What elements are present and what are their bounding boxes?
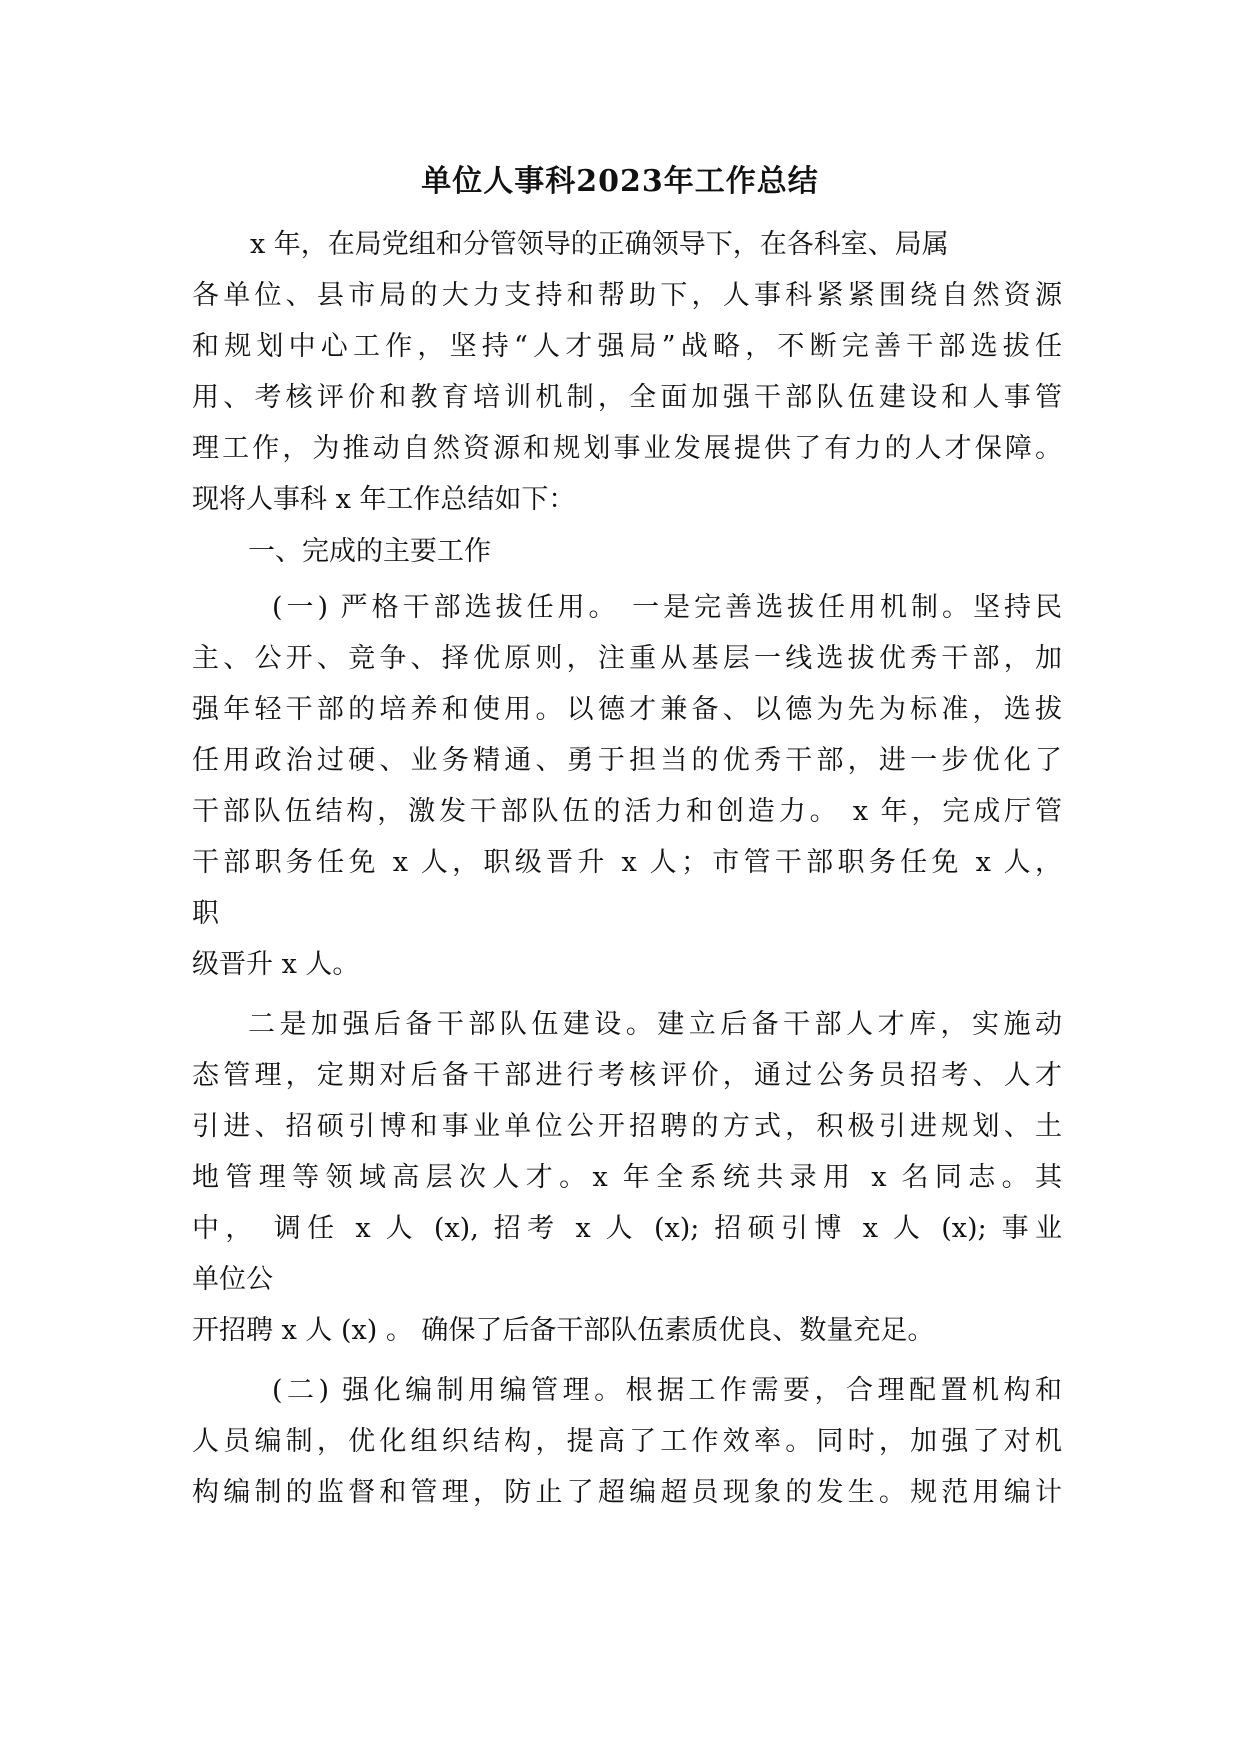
paragraph-line: 现将人事科 x 年工作总结如下：: [192, 484, 576, 515]
paragraph-line: 任用政治过硬、业务精通、勇于担当的优秀干部，进一步优化了: [192, 745, 1062, 776]
paragraph-line: 级晋升 x 人。: [192, 949, 360, 980]
document-title: 单位人事科2023年工作总结: [421, 164, 819, 199]
paragraph-line: 干部队伍结构，激发干部队伍的活力和创造力。 x 年，完成厅管: [192, 796, 1062, 827]
paragraph-line: 干部职务任免 x 人，职级晋升 x 人；市管干部职务任免 x 人，: [192, 847, 1062, 878]
paragraph-line: 构编制的监督和管理，防止了超编超员现象的发生。规范用编计: [192, 1477, 1062, 1508]
paragraph-line: 职: [192, 898, 219, 929]
section-heading: 一、完成的主要工作: [248, 536, 491, 567]
paragraph-line: 二是加强后备干部队伍建设。建立后备干部人才库，实施动: [248, 1009, 1062, 1040]
paragraph-line: 引进、招硕引博和事业单位公开招聘的方式，积极引进规划、土: [192, 1111, 1062, 1142]
paragraph-line: 强年轻干部的培养和使用。以德才兼备、以德为先为标准，选拔: [192, 694, 1062, 725]
paragraph-line: 中， 调任 x 人 (x), 招考 x 人 (x); 招硕引博 x 人 (x); 事业: [192, 1213, 1062, 1244]
paragraph-line: 用、考核评价和教育培训机制，全面加强干部队伍建设和人事管: [192, 382, 1062, 413]
paragraph-line: 和规划中心工作，坚持“人才强局”战略，不断完善干部选拔任: [192, 331, 1062, 362]
paragraph-line: 人员编制，优化组织结构，提高了工作效率。同时，加强了对机: [192, 1426, 1062, 1457]
paragraph-line: 开招聘 x 人 (x) 。 确保了后备干部队伍素质优良、数量充足。: [192, 1315, 935, 1346]
paragraph-line: 单位公: [192, 1264, 273, 1295]
paragraph-line: 各单位、县市局的大力支持和帮助下，人事科紧紧围绕自然资源: [192, 280, 1062, 311]
paragraph-line: 理工作，为推动自然资源和规划事业发展提供了有力的人才保障。: [192, 433, 1062, 464]
paragraph-line: 态管理，定期对后备干部进行考核评价，通过公务员招考、人才: [192, 1060, 1062, 1091]
paragraph-line: 地管理等领域高层次人才。x 年全系统共录用 x 名同志。其: [192, 1162, 1062, 1193]
paragraph-line: (二) 强化编制用编管理。根据工作需要，合理配置机构和: [272, 1375, 1062, 1406]
paragraph-line: (一) 严格干部选拔任用。 一是完善选拔任用机制。坚持民: [272, 592, 1062, 623]
paragraph-line: 主、公开、竞争、择优原则，注重从基层一线选拔优秀干部，加: [192, 643, 1062, 674]
paragraph-line: x 年，在局党组和分管领导的正确领导下，在各科室、局属: [250, 229, 949, 260]
